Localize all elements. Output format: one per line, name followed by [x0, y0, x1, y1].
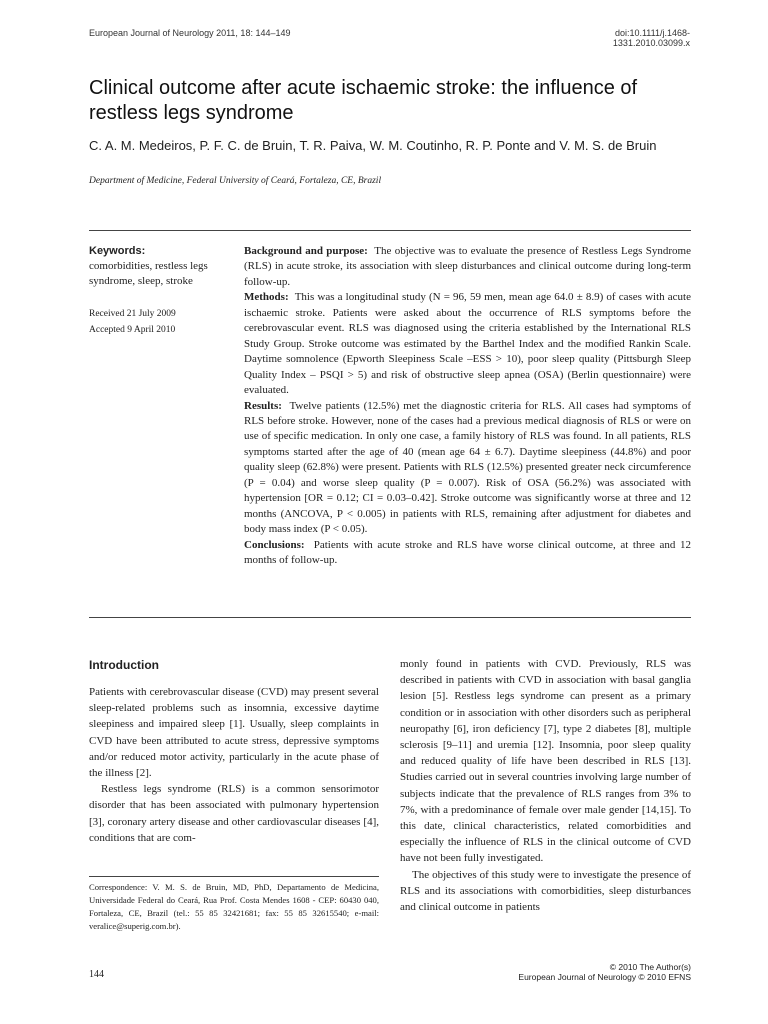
copyright-line-2: European Journal of Neurology © 2010 EFNS: [518, 972, 691, 982]
dates-block: [89, 306, 234, 338]
received-date: Received 21 July 2009: [89, 309, 176, 319]
intro-paragraph-4: The objectives of this study were to investigate the presence of RLS and its associations with comorbidities, sleep disturbances and clinical outcome in patients: [400, 868, 691, 914]
top-divider: [89, 230, 691, 231]
abstract-background: [244, 244, 691, 290]
article-title: Clinical outcome after acute ischaemic stroke: the influence of restless legs syndrome: [89, 77, 638, 124]
copyright-notice: [500, 962, 691, 982]
keywords-block: [89, 244, 234, 289]
intro-paragraph-2: Restless legs syndrome (RLS) is a common sensorimotor disorder that has been associated with pulmonary hypertension [3], coronary artery disease and other cardiovascular diseases [4], conditions that are com-: [89, 783, 379, 844]
intro-paragraph-1: Patients with cerebrovascular disease (CVD) may present several sleep-related problems such as insomnia, excessive daytime sleepiness and impaired sleep [1]. Usually, sleep complaints in CVD have been attributed to acute stress, depressive symptoms and/or reduced motor activity, particularly in the acute phase of the illness [2].: [89, 686, 379, 780]
keywords-text: comorbidities, restless legs syndrome, sleep, stroke: [89, 260, 208, 287]
background-label: Background and purpose:: [244, 245, 368, 257]
abstract-conclusions: [244, 538, 691, 569]
results-label: Results:: [244, 399, 282, 412]
left-column: [89, 656, 379, 846]
right-column: [400, 656, 691, 915]
footnote-divider: [89, 876, 379, 877]
background-text: The objective was to evaluate the presence of Restless Legs Syndrome (RLS) in acute stroke, its association with sleep disturbances and clinical outcome during long-term follow-up.: [244, 245, 691, 288]
methods-label: Methods:: [244, 291, 289, 304]
keywords-heading: Keywords:: [89, 245, 146, 257]
journal-header: European Journal of Neurology 2011, 18: 144–149: [89, 28, 291, 38]
introduction-heading: Introduction: [89, 658, 159, 672]
correspondence-footnote: Correspondence: V. M. S. de Bruin, MD, PhD, Departamento de Medicina, Universidade Federal do Ceará, Rua Prof. Costa Mendes 1608 - CEP: 60430 040, Fortaleza, CE, Brazil (tel.: 55 85 32421681; fax: 55 85 32615540; e-mail: veralice@superig.com.br).: [89, 882, 379, 931]
author-list: C. A. M. Medeiros, P. F. C. de Bruin, T. R. Paiva, W. M. Coutinho, R. P. Ponte and V. M. S. de Bruin: [89, 138, 657, 153]
abstract: [244, 244, 691, 569]
methods-text: This was a longitudinal study (N = 96, 59 men, mean age 64.0 ± 8.9) of cases with acute ischaemic stroke. Patients were asked about the occurrence of RLS symptoms before the cerebrovascular event. RLS was diagnosed using the criteria established by the International RLS Study Group. Stroke outcome was estimated by the Barthel Index and the modified Rankin Scale. Daytime somnolence (Epworth Sleepiness Scale –ESS > 10), poor sleep quality (Pittsburgh Sleep Quality Index – PSQI > 5) and risk of obstructive sleep apnea (OSA) (Berlin questionnaire) were evaluated.: [244, 291, 691, 397]
page-number: 144: [89, 969, 104, 980]
doi-header[interactable]: doi:10.1111/j.1468-1331.2010.03099.x: [612, 28, 690, 48]
intro-paragraph-3: monly found in patients with CVD. Previously, RLS was described in patients with CVD in association with basal ganglia lesion [5]. Restless legs syndrome can present as a primary condition or in association with other disorders such as peripheral neuropathy [6], iron deficiency [7], type 2 diabetes [8], multiple sclerosis [9–11] and uremia [12]. Insomnia, poor sleep quality and reduced quality of life have been described in RLS [13]. Studies carried out in several countries involving large number of subjects indicate that the prevalence of RLS ranges from 3% to 7%, with a predominance of female over male gender [14,15]. To this date, clinical characteristics, related comorbidities and especially the influence of RLS in the clinical outcome of CVD have not been fully investigated.: [400, 658, 691, 865]
affiliation: Department of Medicine, Federal University of Ceará, Fortaleza, CE, Brazil: [89, 176, 382, 186]
results-text: Twelve patients (12.5%) met the diagnostic criteria for RLS. All cases had symptoms of RLS before stroke. However, none of the cases had a previous medical diagnosis of RLS or were on use of specific medication. In only one case, a family history of RLS was found. In all patients, RLS symptoms started after the age of 40 (mean age 64 ± 6.7). Daytime sleepiness (44.8%) and poor quality sleep (62.8%) were present. Patients with RLS (12.5%) presented greater neck circumference (P = 0.04) and worse sleep quality (P = 0.007). Risk of OSA (56.2%) was associated with hypertension [OR = 0.12; CI = 0.03–0.42]. Stroke outcome was significantly worse at three and 12 months (ANCOVA, P < 0.005) in patients with RLS, remaining after adjustment for diabetes and body mass index (P < 0.05).: [244, 399, 691, 536]
accepted-date: Accepted 9 April 2010: [89, 325, 176, 335]
conclusions-label: Conclusions:: [244, 538, 305, 551]
abstract-results: [244, 399, 691, 538]
copyright-line-1: © 2010 The Author(s): [609, 962, 691, 972]
abstract-methods: [244, 290, 691, 398]
bottom-divider: [89, 617, 691, 618]
conclusions-text: Patients with acute stroke and RLS have worse clinical outcome, at three and 12 months of follow-up.: [244, 538, 691, 567]
